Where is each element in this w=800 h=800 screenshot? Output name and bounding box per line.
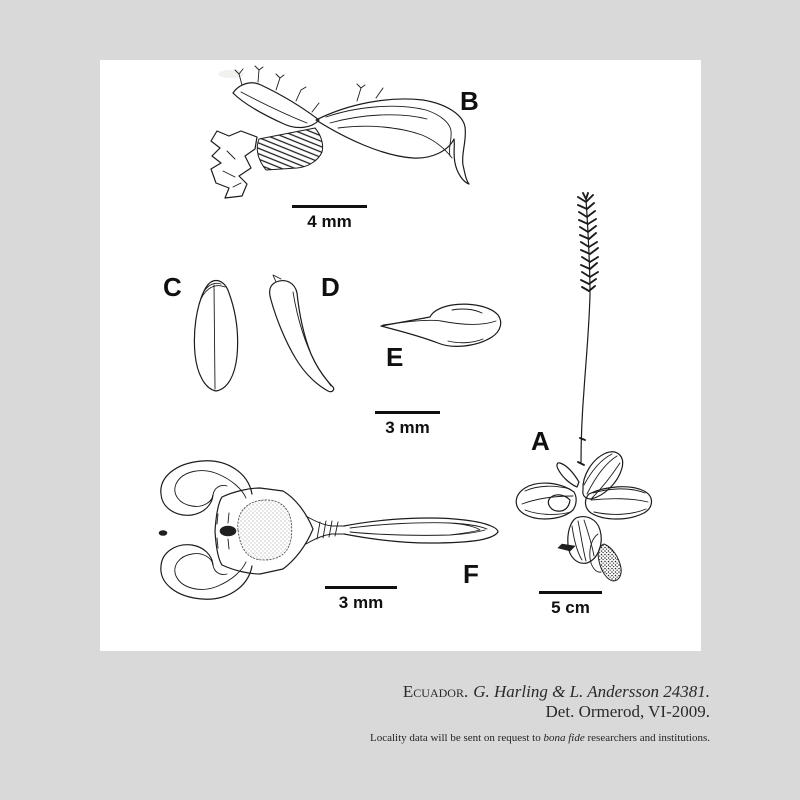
scalebar-text: 4 mm xyxy=(307,212,352,231)
figure-label-c: C xyxy=(163,272,182,302)
scalebar-line xyxy=(292,205,367,208)
caption-note xyxy=(370,732,710,744)
scalebar-text: 5 cm xyxy=(551,598,590,617)
specimen-plate xyxy=(100,60,701,651)
scalebar-a xyxy=(539,591,602,618)
caption-country: Ecuador. xyxy=(402,682,469,701)
determination-caption xyxy=(370,682,710,744)
figure-label-d: D xyxy=(321,272,340,302)
note-bona-fide: bona fide xyxy=(543,732,585,744)
hairs xyxy=(235,66,383,112)
stippled-heart xyxy=(238,500,292,560)
drawing-b-flower-lateral xyxy=(211,66,469,198)
scalebar-f xyxy=(325,586,397,613)
drawing-e-petal xyxy=(381,304,501,346)
tuber xyxy=(598,544,621,581)
crumpled-lip xyxy=(211,131,257,198)
scalebar-cde xyxy=(375,411,440,438)
scalebar-b xyxy=(292,205,367,232)
note-suffix: researchers and institutions. xyxy=(584,732,710,744)
drawing-c-sepal xyxy=(194,281,237,392)
scalebar-text: 3 mm xyxy=(338,593,384,612)
bract xyxy=(558,544,575,551)
note-prefix: Locality data will be sent on request to xyxy=(369,732,544,744)
scalebar-line xyxy=(325,586,397,589)
scalebar-line xyxy=(539,591,602,594)
figure-label-e: E xyxy=(386,342,404,372)
drawing-f-lip xyxy=(159,461,498,599)
figure-label-a: A xyxy=(531,426,550,456)
scalebar-line xyxy=(375,411,440,414)
caption-collector: G. Harling & L. Andersson 24381. xyxy=(473,682,710,701)
drawing-a-habit xyxy=(516,193,651,581)
figure-label-b: B xyxy=(460,86,479,116)
hatched-area xyxy=(257,128,322,170)
caption-line-determination: Det. Ormerod, VI-2009. xyxy=(545,702,710,721)
caption-line-collection xyxy=(370,682,710,702)
figure-label-f: F xyxy=(463,559,479,589)
scalebar-text: 3 mm xyxy=(385,418,430,437)
